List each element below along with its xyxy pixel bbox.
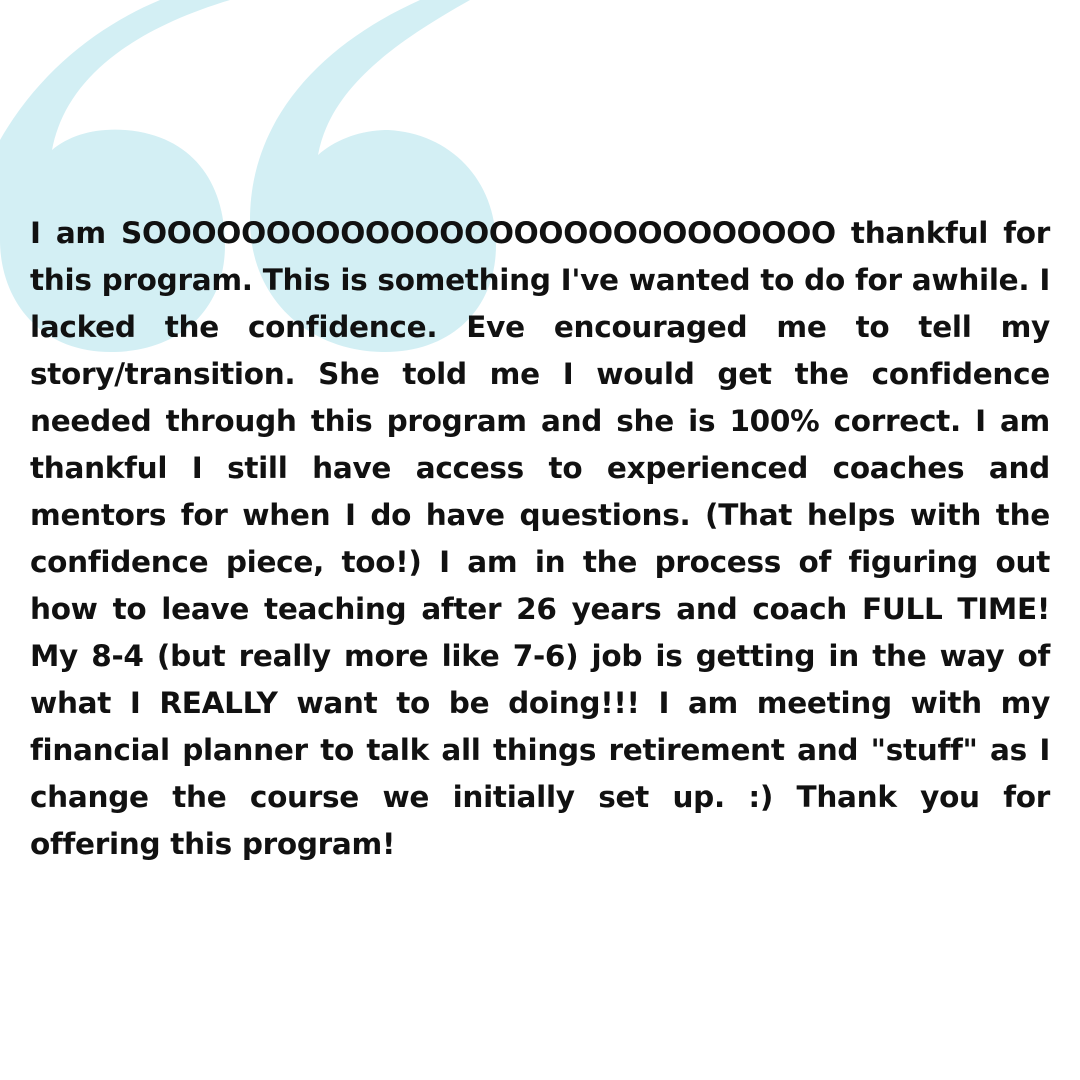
testimonial-text: I am SOOOOOOOOOOOOOOOOOOOOOOOOOOOO thankful for this program. This is something I've wanted to do for awhile. I lacked the confidence. Eve encouraged me to tell my story/transition. She told me I would get the confidence needed through this program and she is 100% correct. I am thankful I still have access to experienced coaches and mentors for when I do have questions. (That helps with the confidence piece, too!) I am in the process of figuring out how to leave teaching after 26 years and coach FULL TIME! My 8-4 (but really more like 7-6) job is getting in the way of what I REALLY want to be doing!!! I am meeting with my financial planner to talk all things retirement and "stuff" as I change the course we initially set up. :) Thank you for offering this program! bbox=[30, 216, 1050, 861]
